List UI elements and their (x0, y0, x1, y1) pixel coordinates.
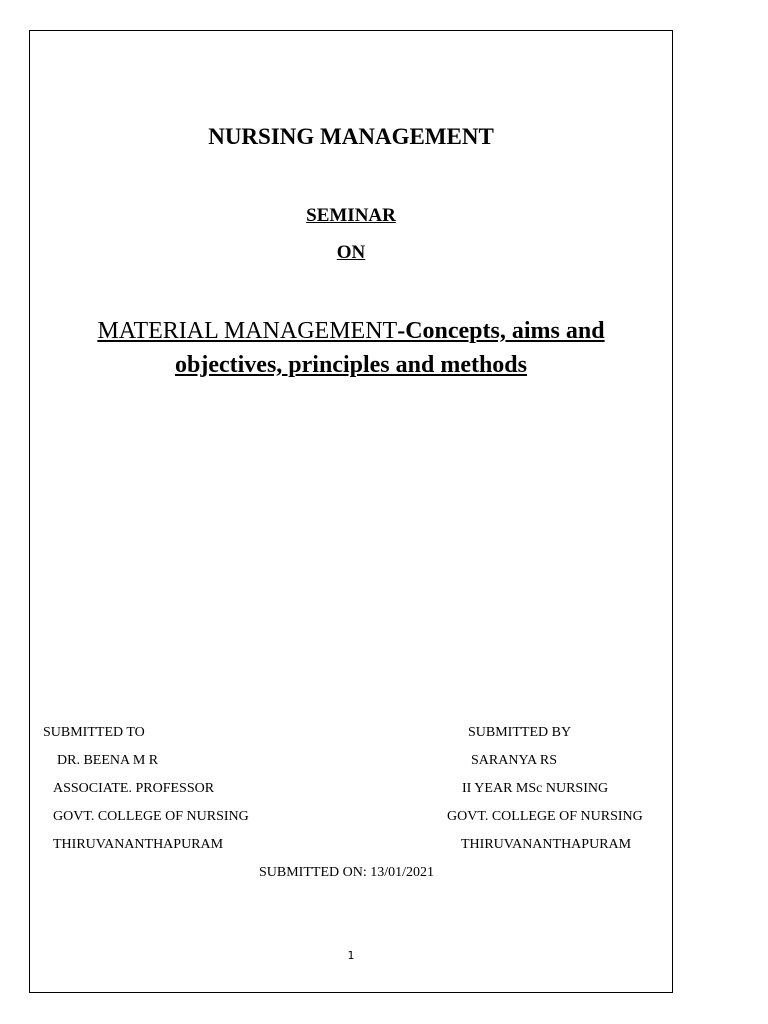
submitted-on-date: SUBMITTED ON: 13/01/2021 (259, 865, 434, 880)
submitted-to-heading: SUBMITTED TO (43, 725, 145, 740)
on-label (29, 242, 673, 264)
topic-part-1: MATERIAL MANAGEMENT (97, 318, 398, 344)
submitted-by-institution: GOVT. COLLEGE OF NURSING (447, 809, 643, 824)
subject-title: NURSING MANAGEMENT (208, 124, 494, 149)
page-number: 1 (347, 949, 355, 962)
topic-line-2 (29, 348, 673, 382)
on-text: ON (336, 242, 366, 263)
submitted-to-institution: GOVT. COLLEGE OF NURSING (53, 809, 249, 824)
topic-part-2: -Concepts, aims and (397, 318, 605, 344)
submitted-by-course: II YEAR MSc NURSING (462, 781, 609, 796)
submitted-by-heading: SUBMITTED BY (468, 725, 572, 740)
topic-line-2-text: objectives, principles and methods (174, 352, 527, 378)
submitted-by-block (446, 719, 643, 859)
seminar-text: SEMINAR (306, 205, 396, 226)
submitted-by-name: SARANYA RS (471, 753, 557, 768)
seminar-topic (29, 314, 673, 382)
submitted-by-city: THIRUVANANTHAPURAM (461, 837, 632, 852)
submitted-to-block (43, 719, 249, 859)
seminar-label (29, 205, 673, 227)
submitted-to-name: DR. BEENA M R (57, 753, 159, 768)
submitted-to-city: THIRUVANANTHAPURAM (53, 837, 224, 852)
submitted-to-designation: ASSOCIATE. PROFESSOR (53, 781, 215, 796)
topic-line-1 (29, 314, 673, 348)
